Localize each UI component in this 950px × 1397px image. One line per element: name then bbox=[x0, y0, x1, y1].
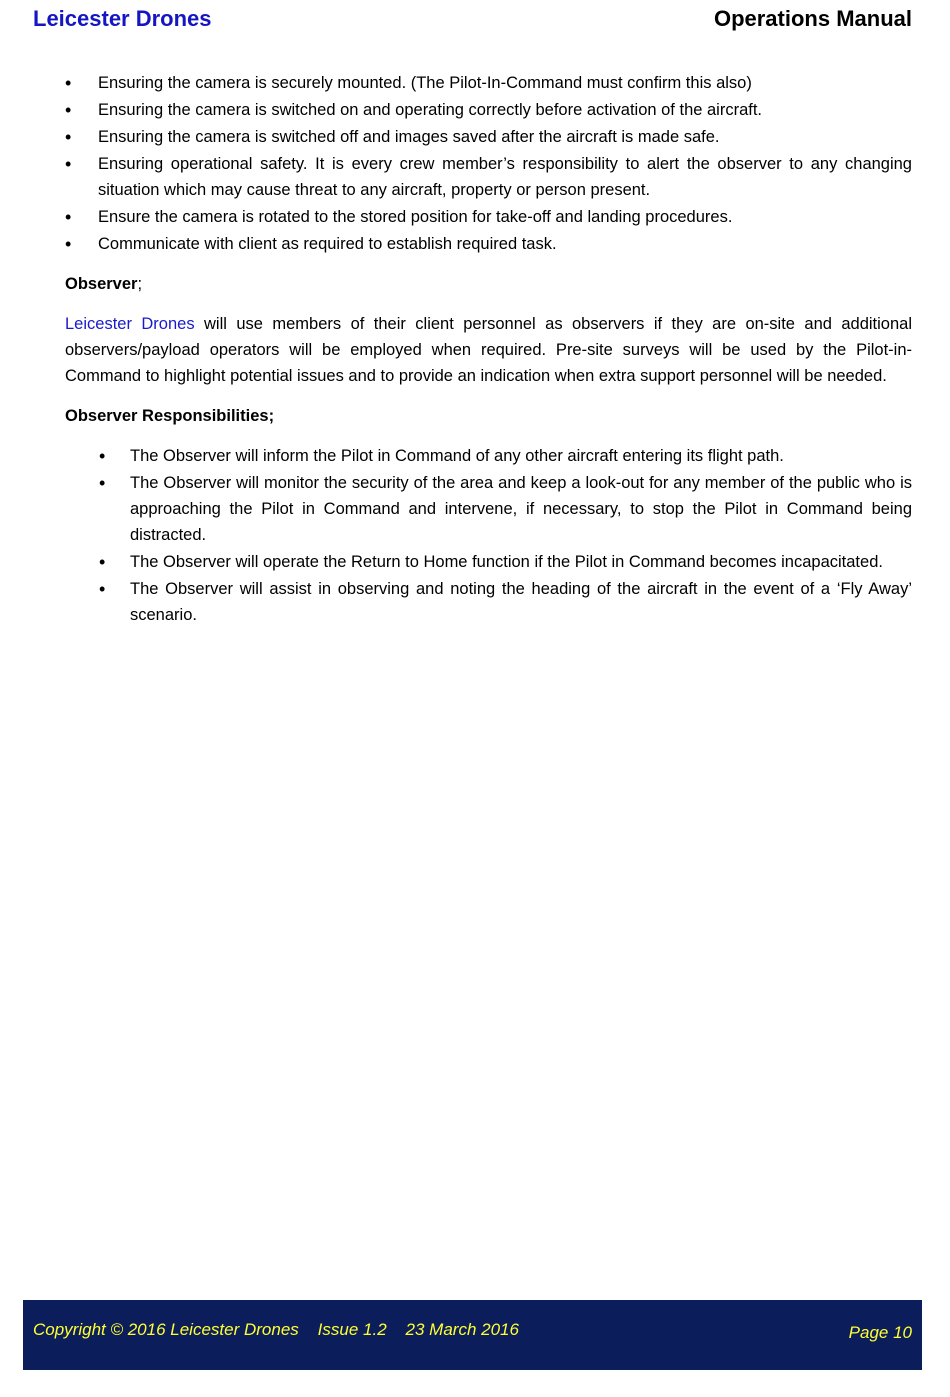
copyright-text: Copyright © 2016 Leicester Drones Issue 1.2 23 March 2016 bbox=[33, 1320, 519, 1339]
observer-paragraph bbox=[65, 311, 912, 389]
crew-duties-list bbox=[65, 70, 912, 257]
list-item: • The Observer will monitor the security of the area and keep a look-out for any member of the public who is approaching the Pilot in Command and intervene, if necessary, to stop the Pilot in Command being distracted. bbox=[97, 470, 912, 548]
list-item: • Ensure the camera is rotated to the stored position for take-off and landing procedures. bbox=[65, 204, 912, 230]
list-item: • Ensuring the camera is switched off and images saved after the aircraft is made safe. bbox=[65, 124, 912, 150]
responsibilities-heading: Observer Responsibilities; bbox=[65, 407, 275, 425]
company-name: Leicester Drones bbox=[33, 6, 212, 31]
observer-heading bbox=[65, 271, 912, 297]
list-item: • The Observer will operate the Return to Home function if the Pilot in Command becomes incapacitated. bbox=[97, 549, 912, 575]
list-item: • The Observer will assist in observing and noting the heading of the aircraft in the event of a ‘Fly Away’ scenario. bbox=[97, 576, 912, 628]
list-item: • Ensuring operational safety. It is every crew member’s responsibility to alert the observer to any changing situation which may cause threat to any aircraft, property or person present. bbox=[65, 151, 912, 203]
document-title: Operations Manual bbox=[713, 6, 912, 31]
list-item: • Ensuring the camera is securely mounted. (The Pilot-In-Command must confirm this also) bbox=[65, 70, 912, 96]
list-item: • Communicate with client as required to establish required task. bbox=[65, 231, 912, 257]
observer-paragraph-text: will use members of their client personnel as observers if they are on-site and additional observers/payload operators will be employed when required. Pre-site surveys will be used by the Pilot-in-Command to highlight potential issues and to provide an indication when extra support personnel will be needed. bbox=[65, 315, 912, 385]
page-number: Page 10 bbox=[848, 1323, 912, 1342]
observer-heading-text: Observer bbox=[65, 275, 138, 293]
page-content bbox=[65, 70, 912, 629]
page-header bbox=[33, 6, 912, 36]
list-item: • Ensuring the camera is switched on and operating correctly before activation of the aircraft. bbox=[65, 97, 912, 123]
company-reference: Leicester Drones bbox=[65, 315, 195, 333]
list-item: • The Observer will inform the Pilot in Command of any other aircraft entering its flight path. bbox=[97, 443, 912, 469]
observer-heading-suffix: ; bbox=[137, 275, 143, 293]
page-footer bbox=[23, 1300, 922, 1370]
responsibilities-list bbox=[97, 443, 912, 628]
